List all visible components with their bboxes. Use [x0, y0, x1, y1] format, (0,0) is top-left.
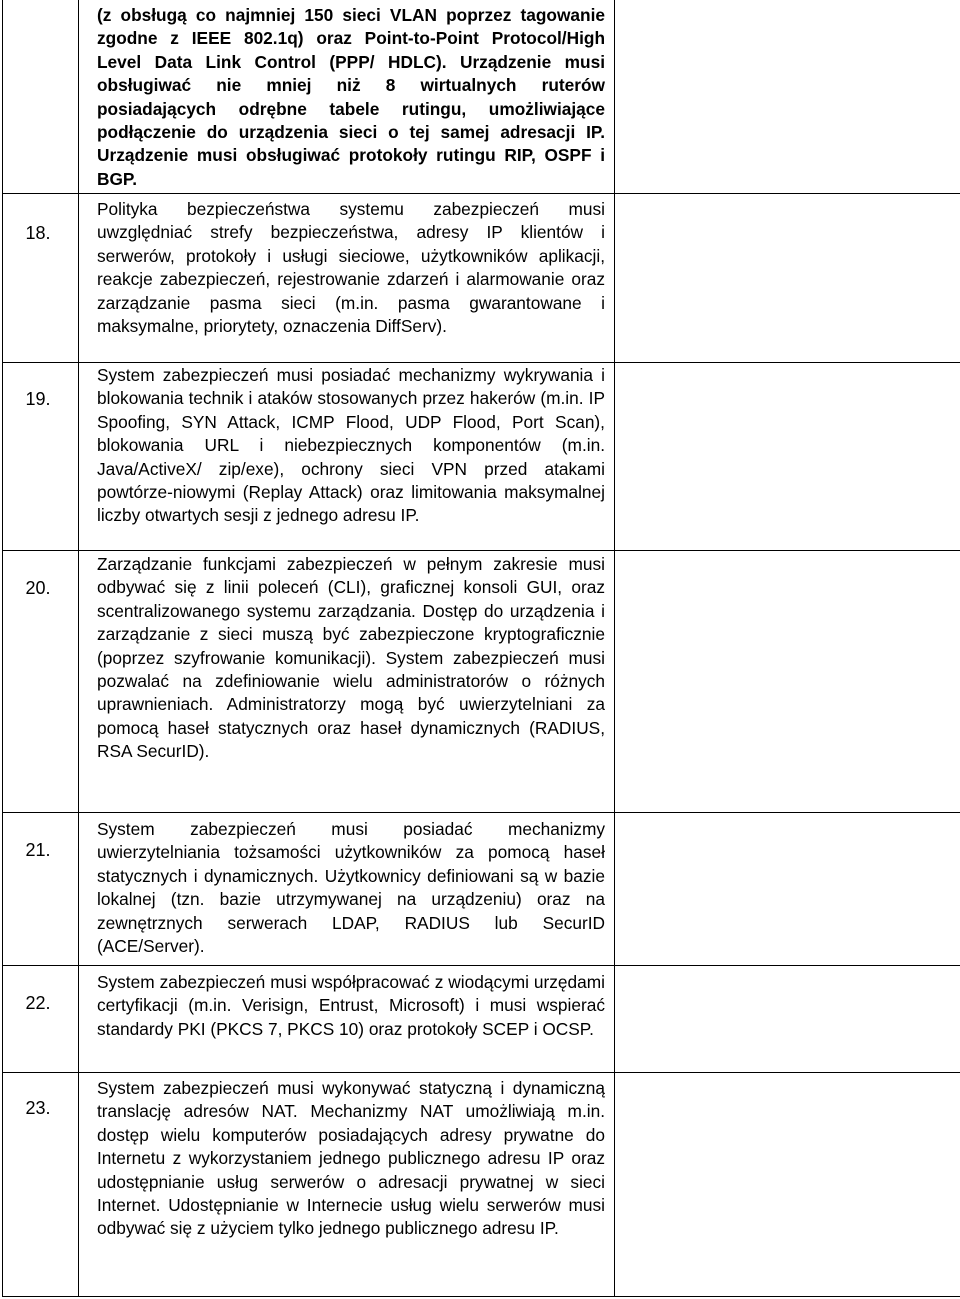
table-border-col2 — [614, 0, 615, 1297]
row-text-23: System zabezpieczeń musi wykonywać statyczną i dynamiczną translację adresów NAT. Mechanizmy NAT umożliwiają m.in. dostęp wielu komputerów posiadających adresy prywatne do Internetu z wykorzystaniem jednego publicznego adresu IP oraz udostępnianie usług serwerów o adresacji prywatnej w sieci Internet. Udostępnianie w Internecie usług wielu serwerów musi odbywać się z użyciem tylko jednego publicznego adresu IP. — [97, 1078, 605, 1239]
row-text-continuation: (z obsługą co najmniej 150 sieci VLAN poprzez tagowanie zgodne z IEEE 802.1q) oraz Point-to-Point Protocol/High Level Data Link Control (PPP/ HDLC). Urządzenie musi obsługiwać nie mniej niż 8 wirtualnych ruterów posiadających odrębne tabele rutingu, umożliwiające podłączenie do urządzenia sieci o tej samej adresacji IP. Urządzenie musi obsługiwać protokoły rutingu RIP, OSPF i BGP. — [97, 5, 605, 189]
row-number-22: 22. — [25, 993, 51, 1013]
row-divider — [2, 965, 960, 966]
row-number-21: 21. — [25, 840, 51, 860]
row-text-18: Polityka bezpieczeństwa systemu zabezpieczeń musi uwzględniać strefy bezpieczeństwa, adresy IP klientów i serwerów, protokoły i usługi sieciowe, użytkowników aplikacji, reakcje zabezpieczeń, rejestrowanie zdarzeń i alarmowanie oraz zarządzanie pasma sieci (m.in. pasma gwarantowane i maksymalne, priorytety, oznaczenia DiffServ). — [97, 199, 605, 337]
row-number-20: 20. — [25, 578, 51, 598]
row-text-19: System zabezpieczeń musi posiadać mechanizmy wykrywania i blokowania technik i ataków stosowanych przez hakerów (m.in. IP Spoofing, SYN Attack, ICMP Flood, UDP Flood, Port Scan), blokowania URL i niebezpiecznych komponentów (m.in. Java/ActiveX/ zip/exe), ochrony sieci VPN przed atakami powtórze-niowymi (Replay Attack) oraz limitowania maksymalnej liczby otwartych sesji z jednego adresu IP. — [97, 365, 605, 526]
row-divider — [2, 1072, 960, 1073]
row-text-21: System zabezpieczeń musi posiadać mechanizmy uwierzytelniania tożsamości użytkowników za pomocą haseł statycznych i dynamicznych. Użytkownicy definiowani są w bazie lokalnej (tzn. bazie utrzymywanej na urządzeniu) oraz na zewnętrznych serwerach LDAP, RADIUS lub SecurID (ACE/Server). — [97, 819, 605, 957]
row-number-19: 19. — [25, 389, 51, 409]
row-text-20: Zarządzanie funkcjami zabezpieczeń w pełnym zakresie musi odbywać się z linii poleceń (CLI), graficznej konsoli GUI, oraz scentralizowanego systemu zarządzania. Dostęp do urządzenia i zarządzanie z sieci muszą być zabezpieczone kryptograficznie (poprzez szyfrowanie komunikacji). System zabezpieczeń musi pozwalać na zdefiniowanie wielu administratorów o różnych uprawnieniach. Administratorzy mogą być uwierzytelniani za pomocą haseł statycznych oraz haseł dynamicznych (RADIUS, RSA SecurID). — [97, 554, 605, 762]
row-divider — [2, 193, 960, 194]
row-divider — [2, 362, 960, 363]
row-divider — [2, 550, 960, 551]
table-border-bottom — [2, 1296, 960, 1297]
table-border-col1 — [78, 0, 79, 1297]
row-number-23: 23. — [25, 1098, 51, 1118]
row-number-18: 18. — [25, 223, 51, 243]
row-divider — [2, 812, 960, 813]
row-text-22: System zabezpieczeń musi współpracować z wiodącymi urzędami certyfikacji (m.in. Verisign, Entrust, Microsoft) i musi wspierać standardy PKI (PKCS 7, PKCS 10) oraz protokoły SCEP i OCSP. — [97, 972, 605, 1039]
